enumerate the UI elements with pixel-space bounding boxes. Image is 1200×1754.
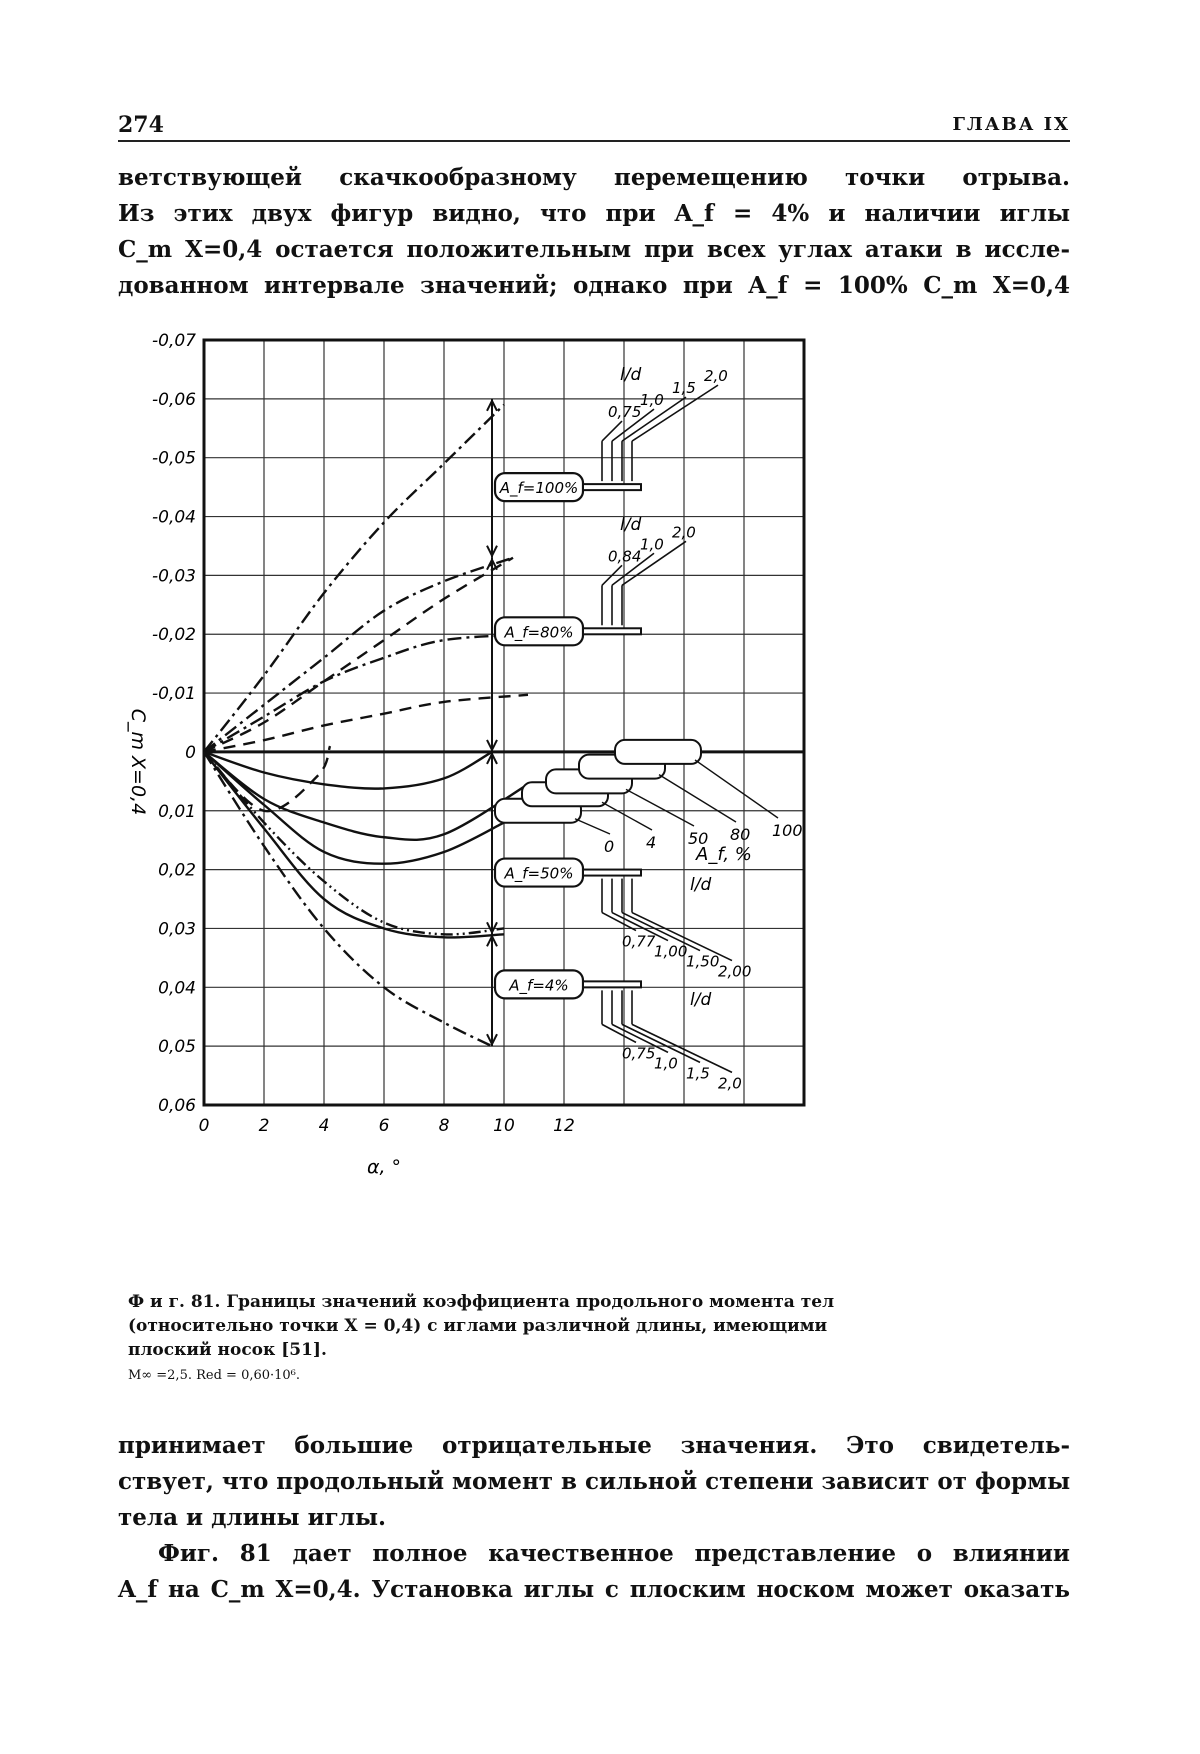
series-curve [204,558,513,752]
ld-title: l/d [690,875,712,895]
y-tick-label: -0,06 [152,389,196,410]
ld-value: 0,77 [622,932,656,951]
body-leader [695,760,778,818]
top-paragraph [118,160,1070,304]
ld-title: l/d [620,515,642,535]
body-af-title: A_f, % [696,844,752,865]
caption-figure-number: Ф и г. 81. [128,1292,221,1312]
series-curve [204,752,492,789]
ld-value: 1,5 [672,379,696,398]
y-tick-label: -0,01 [152,684,196,705]
text-line: ствует, что продольный момент в сильной степени зависит от формы [118,1468,1071,1495]
ld-value: 2,0 [718,1074,742,1093]
x-tick-label: 12 [553,1116,575,1136]
caption-text: Границы значений коэффициента продольного момента тел (относительно точки X = 0,4) с иглами различной длины, имеющими плоский носок [51]. [128,1292,835,1360]
y-axis-label: C_m X=0,4 [127,708,149,816]
series-curve [204,752,492,1046]
range-label: A_f=100% [499,479,579,498]
y-tick-label: -0,02 [152,625,196,646]
ld-value: 1,50 [686,952,720,971]
body-af-value: 100 [772,821,803,840]
ld-value: 2,00 [718,962,752,981]
caption-conditions: M∞ =2,5. Red = 0,60·10⁶. [128,1368,301,1383]
needle-sketch [583,484,641,490]
x-tick-label: 8 [438,1116,450,1136]
text-line: ветствующей скачкообразному перемещению точки отрыва. [118,164,1070,191]
y-tick-label: 0,02 [158,860,196,881]
ld-value: 2,0 [704,367,728,386]
moment-coefficient-chart [127,331,910,1300]
text-line: принимает большие отрицательные значения. Это свидетель- [118,1432,1070,1459]
y-tick-label: 0,04 [158,978,196,999]
text-line: A_f на C_m X=0,4. Установка иглы с плоским носком может оказать [118,1576,1070,1603]
body-af-value: 4 [646,833,657,852]
ld-value: 1,00 [654,942,688,961]
needle-sketch [583,628,641,634]
text-line: C_m X=0,4 остается положительным при всех углах атаки в иссле- [118,236,1070,263]
text-line: Фиг. 81 дает полное качественное представление о влиянии [158,1540,1070,1567]
page-number: 274 [118,112,164,138]
body-leader [575,819,610,834]
x-axis-label: α, ° [366,1156,402,1178]
figure-caption [128,1290,888,1388]
ld-value: 0,75 [622,1044,656,1063]
header-rule [118,140,1070,142]
x-tick-label: 2 [258,1116,270,1136]
x-tick-label: 0 [198,1116,210,1136]
text-line: тела и длины иглы. [118,1504,387,1531]
y-tick-label: -0,03 [152,566,196,587]
needle-sketch [583,981,641,987]
text-line: дованном интервале значений; однако при A_f = 100% C_m X=0,4 [118,272,1070,299]
range-label: A_f=80% [504,623,574,642]
ld-value: 1,0 [654,1054,678,1073]
body-af-value: 50 [688,829,709,848]
x-tick-label: 6 [378,1116,390,1136]
ld-value: 0,75 [608,403,642,422]
body-nose-sketch [615,740,701,764]
ld-value: 1,0 [640,391,664,410]
range-label: A_f=50% [504,864,574,883]
y-tick-label: -0,04 [152,507,196,528]
y-tick-label: 0,06 [158,1096,196,1116]
y-tick-label: -0,07 [152,331,196,351]
body-leader [602,802,652,830]
series-curve [204,558,513,752]
ld-value: 0,84 [608,547,642,566]
ld-value: 1,0 [640,535,664,554]
ld-leader [602,421,622,441]
body-af-value: 0 [604,837,615,856]
x-tick-label: 4 [318,1116,330,1136]
text-line: Из этих двух фигур видно, что при A_f = 4% и наличии иглы [118,200,1070,227]
chapter-heading: ГЛАВА IX [952,114,1070,135]
ld-title: l/d [620,365,642,385]
y-tick-label: 0,03 [158,919,196,940]
ld-value: 1,5 [686,1064,710,1083]
bottom-paragraph [118,1428,1070,1608]
body-leader [659,775,736,822]
needle-sketch [583,870,641,876]
y-tick-label: 0,05 [158,1037,196,1058]
x-tick-label: 10 [493,1116,515,1136]
y-tick-label: 0 [185,742,196,763]
ld-value: 2,0 [672,523,696,542]
range-label: A_f=4% [509,976,569,995]
ld-title: l/d [690,990,712,1010]
y-tick-label: -0,05 [152,448,196,469]
y-tick-label: 0,01 [158,801,196,822]
series-curve [204,752,504,935]
body-af-value: 80 [730,825,751,844]
